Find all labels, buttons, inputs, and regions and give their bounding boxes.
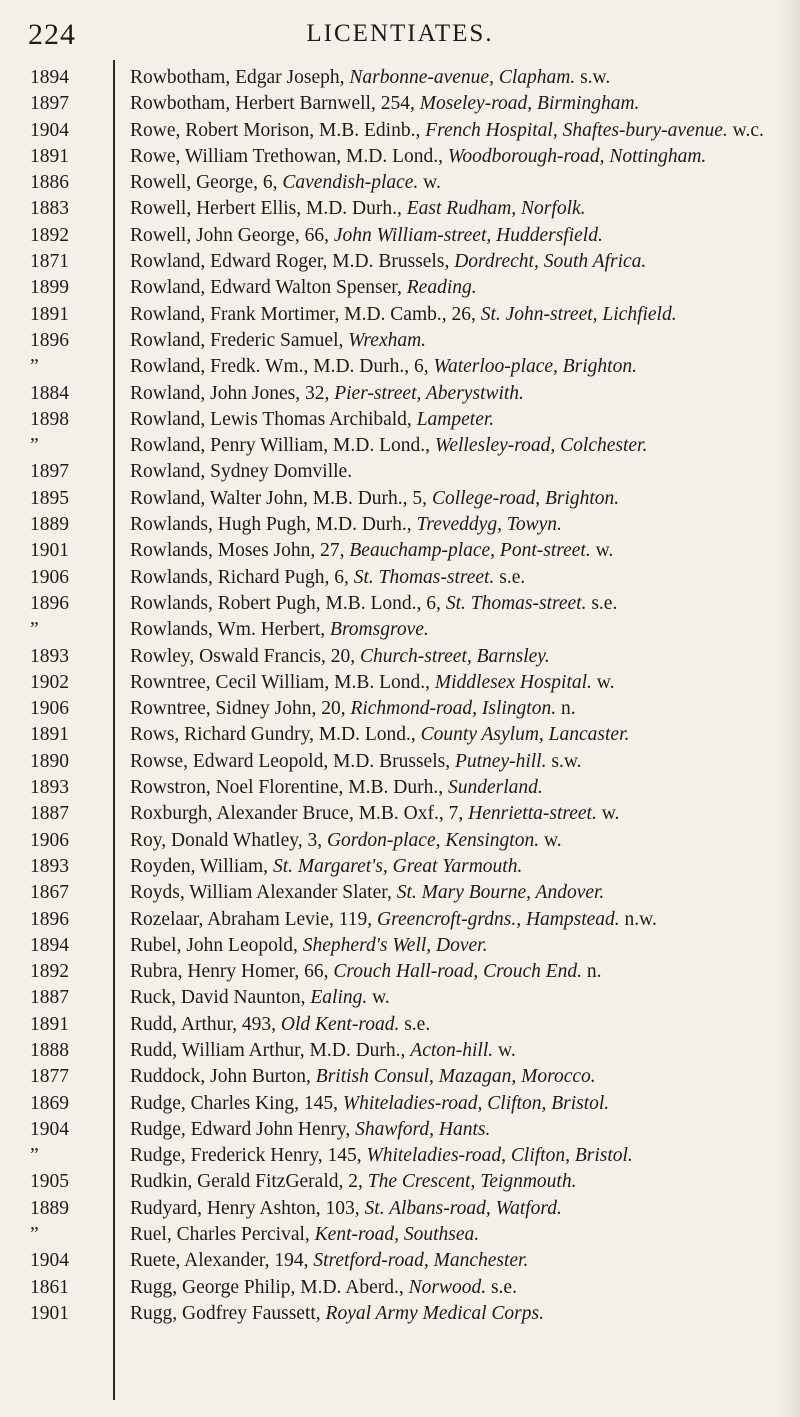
list-item xyxy=(0,696,800,722)
entry-year: 1905 xyxy=(30,1171,69,1193)
entry-year: 1871 xyxy=(30,251,69,273)
licentiate-list xyxy=(0,65,800,1327)
list-item xyxy=(0,1091,800,1117)
entry-text xyxy=(130,617,792,643)
entry-name: Rowell, Herbert Ellis, M.D. Durh., xyxy=(130,198,407,220)
entry-address: Whiteladies-road, Clifton, Bristol. xyxy=(342,1092,610,1114)
entry-address: Cavendish-place. xyxy=(282,172,419,194)
entry-text xyxy=(130,1196,792,1222)
entry-text xyxy=(130,1038,792,1064)
entry-address: Treveddyg, Towyn. xyxy=(416,514,562,536)
list-item xyxy=(0,1301,800,1327)
entry-district: n. xyxy=(556,698,576,720)
entry-year: 1894 xyxy=(30,934,69,956)
entry-text xyxy=(130,1012,792,1038)
entry-name: Ruddock, John Burton, xyxy=(130,1066,316,1088)
entry-address: Ealing. xyxy=(310,987,368,1009)
entry-name: Rudge, Frederick Henry, 145, xyxy=(130,1145,367,1167)
entry-year: 1897 xyxy=(30,461,69,483)
list-item xyxy=(0,223,800,249)
entry-year: 1877 xyxy=(30,1066,69,1088)
entry-text xyxy=(130,696,792,722)
entry-year: 1896 xyxy=(30,908,69,930)
entry-year: 1861 xyxy=(30,1276,69,1298)
list-item xyxy=(0,354,800,380)
list-item xyxy=(0,749,800,775)
entry-district: w. xyxy=(539,829,562,851)
page-header xyxy=(0,12,800,52)
entry-year: 1887 xyxy=(30,803,69,825)
entry-address: Stretford-road, Manchester. xyxy=(313,1250,529,1272)
list-item xyxy=(0,722,800,748)
list-item xyxy=(0,670,800,696)
entry-year: 1867 xyxy=(30,882,69,904)
entry-name: Rudd, Arthur, 493, xyxy=(130,1013,281,1035)
entry-year: 1889 xyxy=(30,1197,69,1219)
entry-text xyxy=(130,170,792,196)
entry-text xyxy=(130,670,792,696)
entry-address: Woodborough-road, Nottingham. xyxy=(447,145,707,167)
entry-year: 1889 xyxy=(30,514,69,536)
list-item xyxy=(0,933,800,959)
entry-year: 1906 xyxy=(30,566,69,588)
entry-text xyxy=(130,302,792,328)
entry-name: Rozelaar, Abraham Levie, 119, xyxy=(130,908,378,930)
entry-address: Norwood. xyxy=(408,1276,487,1298)
entry-name: Rowstron, Noel Florentine, M.B. Durh., xyxy=(130,777,448,799)
entry-name: Rugg, George Philip, M.D. Aberd., xyxy=(130,1276,409,1298)
entry-year: 1893 xyxy=(30,777,69,799)
entry-text xyxy=(130,644,792,670)
entry-address: St. Margaret's, Great Yarmouth. xyxy=(272,855,523,877)
list-item xyxy=(0,644,800,670)
entry-name: Royds, William Alexander Slater, xyxy=(130,882,397,904)
entry-address: Pier-street, Aberystwith. xyxy=(334,382,524,404)
entry-text xyxy=(130,775,792,801)
entry-year: 1897 xyxy=(30,93,69,115)
list-item xyxy=(0,118,800,144)
page-number: 224 xyxy=(28,18,76,51)
entry-name: Rowbotham, Herbert Barnwell, 254, xyxy=(130,93,420,115)
entry-text xyxy=(130,249,792,275)
list-item xyxy=(0,302,800,328)
entry-year: 1896 xyxy=(30,592,69,614)
entry-name: Roy, Donald Whatley, 3, xyxy=(130,829,327,851)
entry-text xyxy=(130,933,792,959)
entry-address: St. Thomas-street. xyxy=(353,566,495,588)
list-item xyxy=(0,1117,800,1143)
entry-district: w.c. xyxy=(727,119,764,141)
list-item xyxy=(0,249,800,275)
entry-year: 1891 xyxy=(30,145,69,167)
entry-text xyxy=(130,196,792,222)
entry-text xyxy=(130,354,792,380)
entry-name: Rowland, Fredk. Wm., M.D. Durh., 6, xyxy=(130,356,434,378)
list-item xyxy=(0,1248,800,1274)
entry-year: 1906 xyxy=(30,829,69,851)
entry-name: Rowland, Lewis Thomas Archibald, xyxy=(130,408,417,430)
entry-district: s.e. xyxy=(399,1013,431,1035)
entry-name: Rowntree, Sidney John, 20, xyxy=(130,698,351,720)
entry-year: 1891 xyxy=(30,303,69,325)
entry-text xyxy=(130,1248,792,1274)
list-item xyxy=(0,828,800,854)
list-item xyxy=(0,328,800,354)
entry-year: ” xyxy=(30,356,39,378)
entry-text xyxy=(130,512,792,538)
entry-text xyxy=(130,1091,792,1117)
running-head: LICENTIATES. xyxy=(306,20,494,47)
list-item xyxy=(0,1143,800,1169)
list-item xyxy=(0,91,800,117)
entry-address: St. John-street, Lichfield. xyxy=(480,303,677,325)
list-item xyxy=(0,565,800,591)
entry-name: Rowbotham, Edgar Joseph, xyxy=(130,67,350,88)
entry-text xyxy=(130,65,792,91)
list-item xyxy=(0,801,800,827)
entry-year: ” xyxy=(30,1145,39,1167)
entry-name: Rowley, Oswald Francis, 20, xyxy=(130,645,361,667)
list-item xyxy=(0,1169,800,1195)
entry-name: Rowlands, Robert Pugh, M.B. Lond., 6, xyxy=(130,592,446,614)
list-item xyxy=(0,407,800,433)
entry-text xyxy=(130,223,792,249)
list-item xyxy=(0,1275,800,1301)
entry-address: French Hospital, Shaftes-bury-avenue. xyxy=(425,119,728,141)
entry-year: 1892 xyxy=(30,224,69,246)
entry-text xyxy=(130,407,792,433)
entry-name: Rubra, Henry Homer, 66, xyxy=(130,961,334,983)
entry-address: Crouch Hall-road, Crouch End. xyxy=(333,961,583,983)
entry-name: Royden, William, xyxy=(130,855,273,877)
entry-address: Wrexham. xyxy=(348,329,427,351)
entry-name: Ruel, Charles Percival, xyxy=(130,1224,315,1246)
list-item xyxy=(0,275,800,301)
entry-text xyxy=(130,591,792,617)
entry-address: St. Albans-road, Watford. xyxy=(364,1197,562,1219)
entry-address: East Rudham, Norfolk. xyxy=(406,198,586,220)
entry-year: 1899 xyxy=(30,277,69,299)
entry-text xyxy=(130,328,792,354)
entry-district: w. xyxy=(418,172,441,194)
entry-name: Rowe, William Trethowan, M.D. Lond., xyxy=(130,145,448,167)
entry-address: Beauchamp-place, Pont-street. xyxy=(349,540,591,562)
entry-address: Dordrecht, South Africa. xyxy=(454,251,647,273)
entry-district: s.w. xyxy=(575,67,611,88)
entry-address: County Asylum, Lancaster. xyxy=(420,724,630,746)
entry-name: Rowland, John Jones, 32, xyxy=(130,382,335,404)
entry-name: Ruck, David Naunton, xyxy=(130,987,311,1009)
list-item xyxy=(0,538,800,564)
entry-district: w. xyxy=(367,987,390,1009)
entry-year: 1898 xyxy=(30,408,69,430)
entry-name: Rudkin, Gerald FitzGerald, 2, xyxy=(130,1171,368,1193)
entry-name: Rowell, George, 6, xyxy=(130,172,283,194)
entry-address: Shawford, Hants. xyxy=(355,1118,491,1140)
entry-name: Rowlands, Hugh Pugh, M.D. Durh., xyxy=(130,514,417,536)
entry-text xyxy=(130,1117,792,1143)
entry-address: Lampeter. xyxy=(416,408,495,430)
entry-name: Rudyard, Henry Ashton, 103, xyxy=(130,1197,365,1219)
entry-text xyxy=(130,381,792,407)
entry-year: 1891 xyxy=(30,1013,69,1035)
entry-name: Rowland, Edward Roger, M.D. Brussels, xyxy=(130,251,455,273)
entry-district: s.e. xyxy=(586,592,618,614)
list-item xyxy=(0,1064,800,1090)
entry-name: Rowlands, Richard Pugh, 6, xyxy=(130,566,354,588)
entry-address: British Consul, Mazagan, Morocco. xyxy=(315,1066,596,1088)
list-item xyxy=(0,512,800,538)
entry-address: The Crescent, Teignmouth. xyxy=(367,1171,577,1193)
list-item xyxy=(0,486,800,512)
list-item xyxy=(0,170,800,196)
entry-year: 1893 xyxy=(30,645,69,667)
entry-text xyxy=(130,144,792,170)
entry-address: Narbonne-avenue, Clapham. xyxy=(349,67,576,88)
entry-address: St. Mary Bourne, Andover. xyxy=(396,882,605,904)
entry-address: Royal Army Medical Corps. xyxy=(325,1302,544,1324)
entry-address: Shepherd's Well, Dover. xyxy=(302,934,488,956)
entry-address: Sunderland. xyxy=(447,777,543,799)
entry-year: 1893 xyxy=(30,855,69,877)
list-item xyxy=(0,591,800,617)
entry-address: Old Kent-road. xyxy=(280,1013,400,1035)
entry-address: Whiteladies-road, Clifton, Bristol. xyxy=(366,1145,633,1167)
entry-year: 1895 xyxy=(30,487,69,509)
entry-address: Kent-road, Southsea. xyxy=(314,1224,480,1246)
entry-text xyxy=(130,1222,792,1248)
entry-year: 1884 xyxy=(30,382,69,404)
entry-address: Acton-hill. xyxy=(410,1039,494,1061)
entry-text xyxy=(130,1143,792,1169)
entry-name: Rowse, Edward Leopold, M.D. Brussels, xyxy=(130,750,455,772)
entry-year: ” xyxy=(30,619,39,641)
entry-text xyxy=(130,1301,792,1327)
entry-year: 1892 xyxy=(30,961,69,983)
entry-address: Wellesley-road, Colchester. xyxy=(434,435,648,457)
entry-name: Rows, Richard Gundry, M.D. Lond., xyxy=(130,724,421,746)
entry-year: ” xyxy=(30,435,39,457)
entry-district: s.e. xyxy=(494,566,526,588)
entry-text xyxy=(130,275,792,301)
entry-district: n. xyxy=(582,961,602,983)
entry-text xyxy=(130,722,792,748)
list-item xyxy=(0,854,800,880)
entry-name: Rowland, Sydney Domville. xyxy=(130,461,353,483)
entry-text xyxy=(130,801,792,827)
entry-name: Rubel, John Leopold, xyxy=(130,934,303,956)
entry-text xyxy=(130,907,792,933)
list-item xyxy=(0,617,800,643)
entry-address: Reading. xyxy=(406,277,477,299)
entry-text xyxy=(130,1064,792,1090)
list-item xyxy=(0,381,800,407)
list-item xyxy=(0,196,800,222)
entry-name: Rowell, John George, 66, xyxy=(130,224,334,246)
list-item xyxy=(0,985,800,1011)
entry-year: 1901 xyxy=(30,540,69,562)
list-item xyxy=(0,144,800,170)
entry-address: John William-street, Huddersfield. xyxy=(333,224,603,246)
entry-address: Waterloo-place, Brighton. xyxy=(433,356,637,378)
entry-year: 1891 xyxy=(30,724,69,746)
list-item xyxy=(0,959,800,985)
entry-year: 1887 xyxy=(30,987,69,1009)
list-item xyxy=(0,1196,800,1222)
entry-year: 1901 xyxy=(30,1302,69,1324)
entry-year: 1888 xyxy=(30,1039,69,1061)
entry-year: 1883 xyxy=(30,198,69,220)
entry-district: s.e. xyxy=(486,1276,517,1298)
entry-address: Greencroft-grdns., Hampstead. xyxy=(377,908,620,930)
entry-text xyxy=(130,1275,792,1301)
entry-address: Putney-hill. xyxy=(454,750,547,772)
entry-text xyxy=(130,538,792,564)
entry-text xyxy=(130,486,792,512)
list-item xyxy=(0,65,800,91)
entry-address: Middlesex Hospital. xyxy=(434,671,592,693)
entry-name: Rowland, Penry William, M.D. Lond., xyxy=(130,435,435,457)
list-item xyxy=(0,1012,800,1038)
entry-year: ” xyxy=(30,1224,39,1246)
entry-year: 1906 xyxy=(30,698,69,720)
entry-address: Church-street, Barnsley. xyxy=(360,645,550,667)
entry-text xyxy=(130,565,792,591)
entry-district: s.w. xyxy=(546,750,582,772)
entry-year: 1904 xyxy=(30,119,69,141)
entry-name: Rowland, Frederic Samuel, xyxy=(130,329,349,351)
entry-text xyxy=(130,985,792,1011)
entry-name: Rowlands, Wm. Herbert, xyxy=(130,619,331,641)
entry-name: Rowland, Walter John, M.B. Durh., 5, xyxy=(130,487,432,509)
entry-year: 1890 xyxy=(30,750,69,772)
entry-address: Moseley-road, Birmingham. xyxy=(419,93,640,115)
entry-address: Henrietta-street. xyxy=(468,803,597,825)
entry-text xyxy=(130,749,792,775)
entry-name: Ruete, Alexander, 194, xyxy=(130,1250,314,1272)
entry-year: 1896 xyxy=(30,329,69,351)
entry-district: n.w. xyxy=(619,908,657,930)
entry-text xyxy=(130,854,792,880)
entry-district: w. xyxy=(596,803,620,825)
entry-text xyxy=(130,433,792,459)
entry-name: Rudge, Charles King, 145, xyxy=(130,1092,343,1114)
list-item xyxy=(0,1038,800,1064)
entry-district: w. xyxy=(493,1039,516,1061)
list-item xyxy=(0,775,800,801)
list-item xyxy=(0,459,800,485)
list-item xyxy=(0,433,800,459)
entry-text xyxy=(130,828,792,854)
entry-text xyxy=(130,118,792,144)
entry-year: 1869 xyxy=(30,1092,69,1114)
entry-text xyxy=(130,959,792,985)
entry-address: College-road, Brighton. xyxy=(431,487,620,509)
entry-year: 1894 xyxy=(30,67,69,88)
entry-year: 1902 xyxy=(30,671,69,693)
entry-name: Rugg, Godfrey Faussett, xyxy=(130,1302,326,1324)
entry-year: 1886 xyxy=(30,172,69,194)
entry-year: 1904 xyxy=(30,1118,69,1140)
entry-text xyxy=(130,459,792,485)
entry-address: Richmond-road, Islington. xyxy=(350,698,557,720)
entry-district: w. xyxy=(590,540,614,562)
list-item xyxy=(0,907,800,933)
entry-name: Rowe, Robert Morison, M.B. Edinb., xyxy=(130,119,426,141)
entry-name: Roxburgh, Alexander Bruce, M.B. Oxf., 7, xyxy=(130,803,469,825)
entry-address: Bromsgrove. xyxy=(330,619,429,641)
entry-text xyxy=(130,91,792,117)
entry-name: Rowland, Edward Walton Spenser, xyxy=(130,277,407,299)
entry-text xyxy=(130,1169,792,1195)
entry-name: Rudge, Edward John Henry, xyxy=(130,1118,356,1140)
entry-address: Gordon-place, Kensington. xyxy=(326,829,540,851)
entry-year: 1904 xyxy=(30,1250,69,1272)
entry-address: St. Thomas-street. xyxy=(445,592,587,614)
entry-name: Rowntree, Cecil William, M.B. Lond., xyxy=(130,671,435,693)
entry-text xyxy=(130,880,792,906)
list-item xyxy=(0,1222,800,1248)
entry-district: w. xyxy=(591,671,615,693)
entry-name: Rudd, William Arthur, M.D. Durh., xyxy=(130,1039,411,1061)
entry-name: Rowland, Frank Mortimer, M.D. Camb., 26, xyxy=(130,303,481,325)
entry-name: Rowlands, Moses John, 27, xyxy=(130,540,350,562)
list-item xyxy=(0,880,800,906)
